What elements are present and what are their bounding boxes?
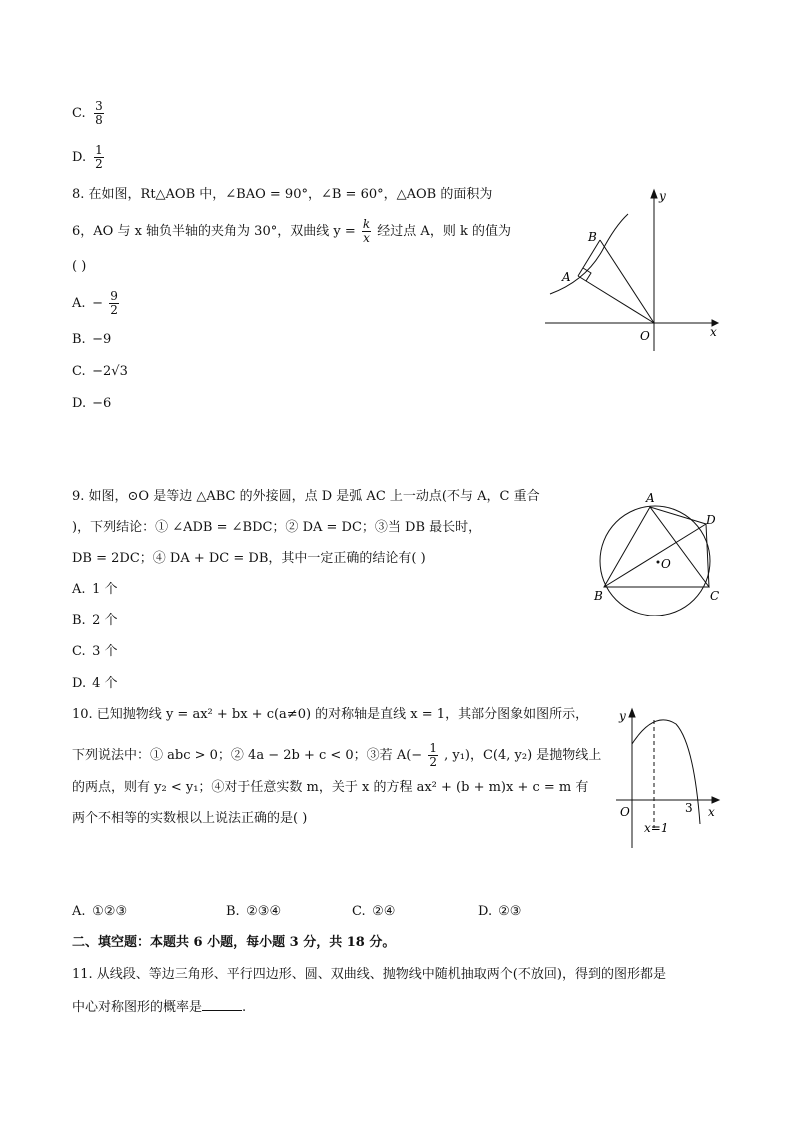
q10-stem-line-4: 两个不相等的实数根以上说法正确的是( ) <box>72 811 308 826</box>
fraction-numerator: 3 <box>95 99 103 113</box>
q10-option-c <box>352 903 395 921</box>
q10-figure <box>612 704 724 852</box>
option-label: C. <box>72 106 86 121</box>
fraction-denominator: 2 <box>110 303 118 317</box>
q7-option-d <box>72 144 106 171</box>
label-o: O <box>661 557 671 571</box>
label-3: 3 <box>685 801 693 815</box>
fraction-numerator: 9 <box>110 289 118 303</box>
label-c: C <box>710 589 720 603</box>
q9-option-d <box>72 675 118 693</box>
y-axis-arrow <box>651 190 657 198</box>
label-a: A <box>646 491 655 505</box>
q10-stem-line-2-end: , y₁)，C(4, y₂) 是抛物线上 <box>444 748 602 763</box>
q9-stem-line-2: )，下列结论：① ∠ADB = ∠BDC；② DA = DC；③当 DB 最长时， <box>72 520 482 535</box>
option-label: D. <box>72 396 87 411</box>
fraction-denominator: 8 <box>95 113 103 127</box>
q11-stem-line-2-end: . <box>242 1000 247 1015</box>
fraction-denominator: 2 <box>429 755 437 769</box>
option-label: C. <box>352 904 366 919</box>
q8-answer-bracket: ( ) <box>72 259 87 274</box>
q8-option-c <box>72 363 128 381</box>
fraction <box>94 144 104 171</box>
label-b: B <box>594 589 603 603</box>
q9-option-b <box>72 612 118 630</box>
q10-stem-line-2 <box>72 742 601 769</box>
q10-stem-line-2-start: 下列说法中：① abc > 0；② 4a − 2b + c < 0；③若 A(− <box>72 748 423 763</box>
q10-option-b <box>226 903 281 921</box>
segment-ao <box>578 276 654 323</box>
option-label: C. <box>72 644 86 659</box>
label-symmetry-axis: x=1 <box>644 821 669 835</box>
label-a: A <box>562 270 571 284</box>
q8-stem-line-2-start: 6，AO 与 x 轴负半轴的夹角为 30°，双曲线 y = <box>72 224 356 239</box>
q11-stem-line-2 <box>72 998 246 1017</box>
fraction-numerator: k <box>362 217 371 231</box>
option-label: B. <box>72 332 86 347</box>
fraction <box>362 218 371 245</box>
segment-ad <box>650 507 706 524</box>
q10-option-a <box>72 903 127 921</box>
label-o: O <box>620 805 630 819</box>
fraction-denominator: x <box>363 231 370 245</box>
q9-option-c <box>72 643 118 661</box>
label-y: y <box>659 189 666 203</box>
fraction-denominator: 2 <box>95 157 103 171</box>
answer-blank <box>202 998 242 1011</box>
option-label: A. <box>72 296 86 311</box>
option-text: 2 个 <box>92 613 118 628</box>
label-o: O <box>640 329 650 343</box>
fraction <box>94 100 104 127</box>
label-b: B <box>588 230 597 244</box>
fraction <box>109 290 119 317</box>
option-label: D. <box>72 676 87 691</box>
segment-bo <box>600 240 654 323</box>
option-text: −9 <box>92 332 112 347</box>
section-heading: 二、填空题：本题共 6 小题，每小题 3 分，共 18 分。 <box>72 935 396 950</box>
q9-figure <box>588 486 728 616</box>
option-label: A. <box>72 904 86 919</box>
option-text: ②③ <box>498 904 522 919</box>
q9-option-a <box>72 581 118 599</box>
circumcircle <box>600 506 710 616</box>
option-text: 4 个 <box>92 676 118 691</box>
q10-stem-line-3: 的两点，则有 y₂ < y₁；④对于任意实数 m，关于 x 的方程 ax² + (b + m)x + c = m 有 <box>72 780 589 795</box>
label-d: D <box>706 513 716 527</box>
option-text: −2√3 <box>92 364 128 379</box>
q10-option-d <box>478 903 521 921</box>
option-label: A. <box>72 582 86 597</box>
option-label: D. <box>478 904 493 919</box>
q8-figure <box>540 186 730 356</box>
q8-stem-line-2 <box>72 218 511 245</box>
option-text: ②③④ <box>246 904 282 919</box>
q11-stem-line-2-text: 中心对称图形的概率是 <box>72 1000 203 1015</box>
q11-stem-line-1: 11. 从线段、等边三角形、平行四边形、圆、双曲线、抛物线中随机抽取两个(不放回)，得到的图形都是 <box>72 967 666 982</box>
label-x: x <box>708 805 715 819</box>
q8-option-b <box>72 331 111 349</box>
option-label: C. <box>72 364 86 379</box>
label-x: x <box>710 325 717 339</box>
option-text: ①②③ <box>92 904 128 919</box>
option-text: −6 <box>92 396 112 411</box>
q9-stem-line-3: DB = 2DC；④ DA + DC = DB，其中一定正确的结论有( ) <box>72 551 426 566</box>
option-label: D. <box>72 150 87 165</box>
fraction <box>428 742 438 769</box>
q9-stem-line-1: 9. 如图，⊙O 是等边 △ABC 的外接圆，点 D 是弧 AC 上一动点(不与 A，C 重合 <box>72 489 540 504</box>
y-axis-arrow <box>629 709 635 717</box>
center-point <box>657 561 660 564</box>
q7-option-c <box>72 100 106 127</box>
q8-option-a <box>72 290 121 317</box>
right-angle-mark <box>583 268 591 281</box>
label-y: y <box>619 709 626 723</box>
option-label: B. <box>226 904 240 919</box>
option-text: 3 个 <box>92 644 118 659</box>
option-text: ②④ <box>372 904 396 919</box>
fraction-numerator: 1 <box>429 741 437 755</box>
option-sign: − <box>92 296 104 311</box>
q8-stem-line-1: 8. 在如图，Rt△AOB 中，∠BAO = 90°，∠B = 60°，△AOB 的面积为 <box>72 187 493 202</box>
q10-stem-line-1: 10. 已知抛物线 y = ax² + bx + c(a≠0) 的对称轴是直线 x = 1，其部分图象如图所示， <box>72 707 589 722</box>
option-text: 1 个 <box>92 582 118 597</box>
x-axis-arrow <box>712 797 719 803</box>
q8-option-d <box>72 395 111 413</box>
segment-bd <box>604 524 706 587</box>
q8-stem-line-2-end: 经过点 A，则 k 的值为 <box>377 224 511 239</box>
segment-ab <box>578 240 600 276</box>
fraction-numerator: 1 <box>95 143 103 157</box>
option-label: B. <box>72 613 86 628</box>
